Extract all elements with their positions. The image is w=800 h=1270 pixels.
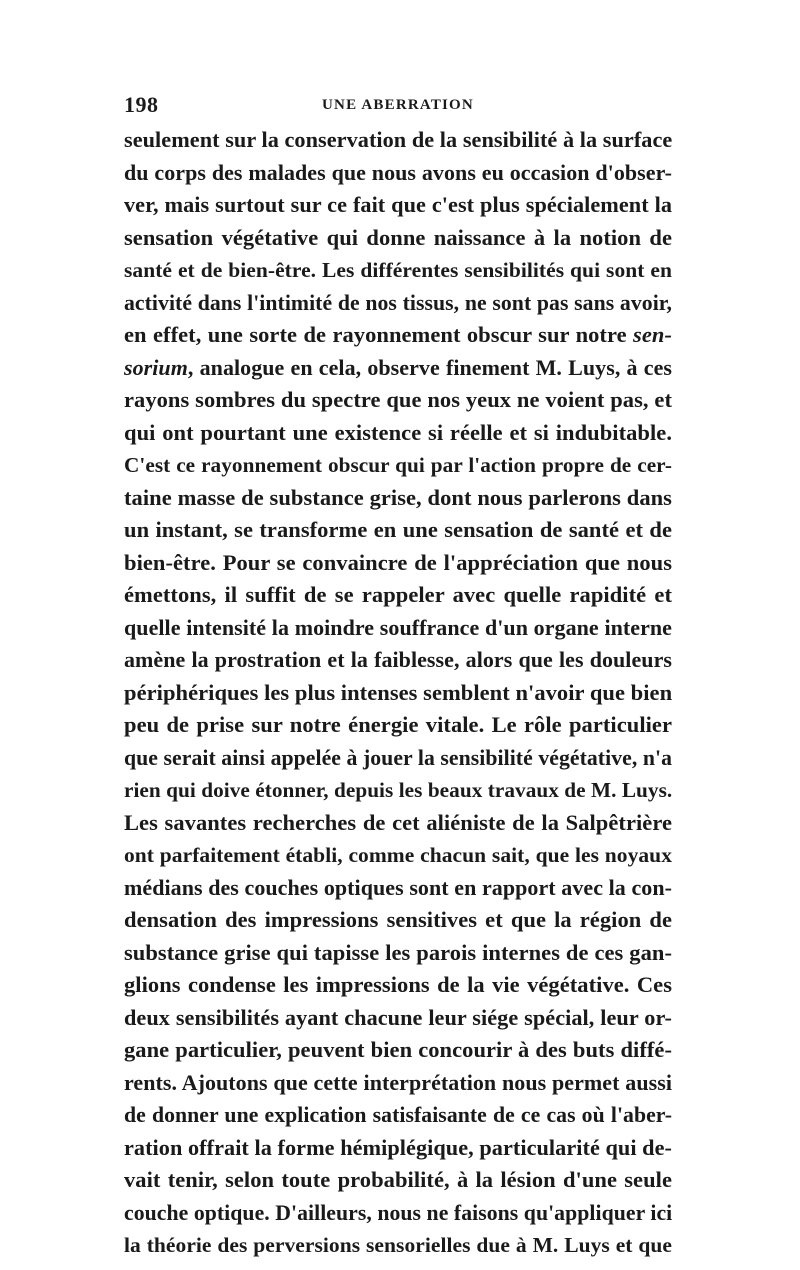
text-line: sorium, analogue en cela, observe finement M. Luys, à ces — [124, 354, 672, 380]
text-line: C'est ce rayonnement obscur qui par l'action propre de cer- — [124, 453, 672, 477]
text-line: la théorie des perversions sensorielles due à M. Luys et que — [124, 1233, 672, 1257]
text-line: en effet, une sorte de rayonnement obscur sur notre sen- — [124, 322, 672, 347]
text-line: taine masse de substance grise, dont nous parlerons dans — [124, 484, 672, 510]
text-line: santé et de bien-être. Les différentes sensibilités qui sont en — [124, 258, 672, 282]
running-head — [124, 92, 672, 118]
page-number: 198 — [124, 92, 159, 117]
text-line: amène la prostration et la faiblesse, alors que les douleurs — [124, 647, 672, 672]
text-line: seulement sur la conservation de la sensibilité à la surface — [124, 127, 673, 152]
text-line: émettons, il suffit de se rappeler avec quelle rapidité et — [124, 582, 672, 607]
text-line: périphériques les plus intenses semblent n'avoir que bien — [124, 679, 673, 705]
running-title: UNE ABERRATION — [322, 97, 474, 113]
text-line: rien qui doive étonner, depuis les beaux travaux de M. Luys. — [124, 778, 673, 802]
text-line: rents. Ajoutons que cette interprétation nous permet aussi — [124, 1069, 672, 1095]
text-line: que serait ainsi appelée à jouer la sensibilité végétative, n'a — [124, 745, 672, 770]
text-line: sensation végétative qui donne naissance à la notion de — [124, 224, 672, 250]
italic-word: sen- — [633, 322, 672, 347]
text-line: bien-être. Pour se convaincre de l'appréciation que nous — [124, 549, 672, 575]
text-line: un instant, se transforme en une sensation de santé et de — [124, 517, 672, 542]
text-line: peu de prise sur notre énergie vitale. Le rôle particulier — [124, 712, 672, 737]
text-line: Les savantes recherches de cet aliéniste de la Salpêtrière — [124, 809, 672, 835]
text-line: de donner une explication satisfaisante de ce cas où l'aber- — [124, 1103, 672, 1127]
text-line: qui ont pourtant une existence si réelle et si indubitable. — [124, 419, 672, 445]
text-line: médians des couches optiques sont en rapport avec la con- — [124, 874, 672, 900]
text-line: glions condense les impressions de la vie végétative. Ces — [124, 972, 672, 997]
text-line: couche optique. D'ailleurs, nous ne faisons qu'appliquer ici — [124, 1200, 673, 1225]
text-line: ver, mais surtout sur ce fait que c'est plus spécialement la — [124, 192, 672, 217]
text-line: densation des impressions sensitives et que la région de — [124, 907, 672, 932]
text-line: quelle intensité la moindre souffrance d'un organe interne — [124, 614, 672, 640]
text-line: deux sensibilités ayant chacune leur siége spécial, leur or- — [124, 1004, 672, 1030]
italic-word: sorium — [124, 354, 188, 380]
text-line: du corps des malades que nous avons eu occasion d'obser- — [124, 159, 672, 185]
text-line: rayons sombres du spectre que nos yeux ne voient pas, et — [124, 387, 672, 412]
text-line: gane particulier, peuvent bien concourir à des buts diffé- — [124, 1037, 672, 1062]
text-line: vait tenir, selon toute probabilité, à la lésion d'une seule — [124, 1167, 672, 1192]
text-line: substance grise qui tapisse les parois internes de ces gan- — [124, 939, 672, 965]
body-text — [124, 124, 672, 1262]
text-line: activité dans l'intimité de nos tissus, ne sont pas sans avoir, — [124, 290, 672, 315]
text-line: ont parfaitement établi, comme chacun sait, que les noyaux — [124, 843, 672, 867]
text-line: ration offrait la forme hémiplégique, particularité qui de- — [124, 1134, 672, 1160]
